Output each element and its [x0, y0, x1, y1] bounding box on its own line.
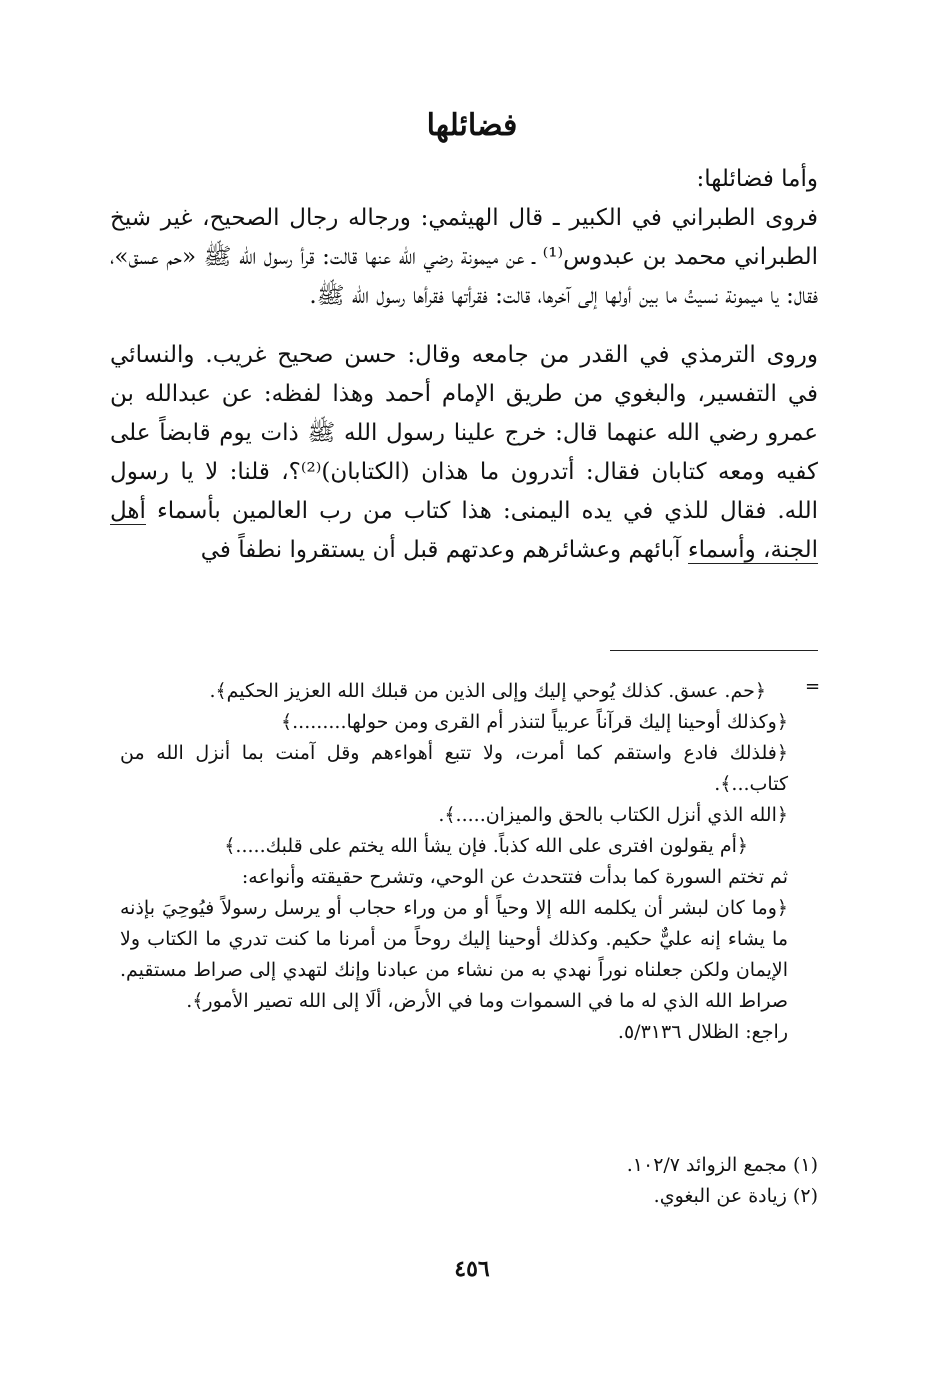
- page-number: ٤٥٦: [454, 1256, 490, 1282]
- intro-line: وأما فضائلها:: [696, 166, 818, 192]
- paragraph-tirmidhi: [110, 336, 818, 570]
- page-title: فضائلها: [426, 108, 518, 143]
- footnotes: [120, 1150, 818, 1212]
- note-verse-5: ﴿أم يقولون افترى على الله كذباً. فإن يشأ الله يختم على قلبك.....﴾: [224, 835, 748, 857]
- note-verse-4: ﴿الله الذي أنزل الكتاب بالحق والميزان.....﴾.: [438, 804, 788, 826]
- note-verse-1: ﴿حم. عسق. كذلك يُوحي إليك وإلى الذين من قبلك الله العزيز الحكيم﴾.: [209, 680, 766, 702]
- note-verse-2: ﴿وكذلك أوحينا إليك قرآناً عربياً لتنذر أم القرى ومن حولها.........﴾: [281, 711, 788, 733]
- note-verse-3: ﴿فلذلك فادع واستقم كما أمرت، ولا تتبع أهواءهم وقل آمنت بما أنزل الله من كتاب...﴾.: [120, 742, 788, 795]
- underlined-phrase: أهل الجنة، وأسماء: [110, 498, 818, 563]
- continuation-mark: =: [805, 676, 821, 697]
- main-text: [110, 160, 818, 570]
- paragraph-tabarani: فروى الطبراني في الكبير ـ قال الهيثمي: ورجاله رجال الصحيح، غير شيخ الطبراني محمد بن عبدوس⁽¹⁾ ـ عن ميمونة رضي الله عنها قالت: قرأ رسول الله ﷺ «حم عسق»، فقال: يا ميمونة نسيتُ ما بين أولها إلى آخرها، قالت: فقرأتها فقرأها رسول الله ﷺ.: [110, 205, 818, 309]
- paragraph-tirmidhi-text: وروى الترمذي في القدر من جامعه وقال: حسن صحيح غريب. والنسائي في التفسير، والبغوي من طريق الإمام أحمد وهذا لفظه: عن عبدالله بن عمرو رضي الله عنهما قال: خرج علينا رسول الله ﷺ ذات يوم قابضاً على كفيه ومعه كتابان فقال: أتدرون ما هذان (الكتابان)⁽²⁾؟، قلنا: لا يا رسول الله. فقال للذي في يده اليمنى: هذا كتاب من رب العالمين بأسماء: [110, 342, 819, 524]
- continued-footnote: [120, 676, 788, 1048]
- note-verse-6: ﴿وما كان لبشر أن يكلمه الله إلا وحياً أو من وراء حجاب أو يرسل رسولاً فيُوحِيَ بإذنه ما يشاء إنه عليٌّ حكيم. وكذلك أوحينا إليك روحاً من أمرنا ما كنت تدري ما الكتاب ولا الإيمان ولكن جعلناه نوراً نهدي به من نشاء من عبادنا وإنك لتهدي إلى صراط مستقيم. صراط الله الذي له ما في السموات وما في الأرض، ألَا إلى الله تصير الأمور﴾.: [120, 897, 788, 1012]
- footnote-2: (٢) زيادة عن البغوي.: [653, 1185, 818, 1207]
- paragraph-gap: [110, 316, 818, 336]
- note-commentary: ثم تختم السورة كما بدأت فتتحدث عن الوحي، وتشرح حقيقته وأنواعه:: [241, 866, 788, 888]
- footnote-separator: [610, 650, 818, 651]
- paragraph-tirmidhi-tail: آبائهم وعشائرهم وعدتهم قبل أن يستقروا نطفاً في: [200, 537, 688, 563]
- footnote-1: (١) مجمع الزوائد ١٠٢/٧.: [626, 1154, 818, 1176]
- note-reference: راجع: الظلال ٥/٣١٣٦.: [617, 1021, 788, 1043]
